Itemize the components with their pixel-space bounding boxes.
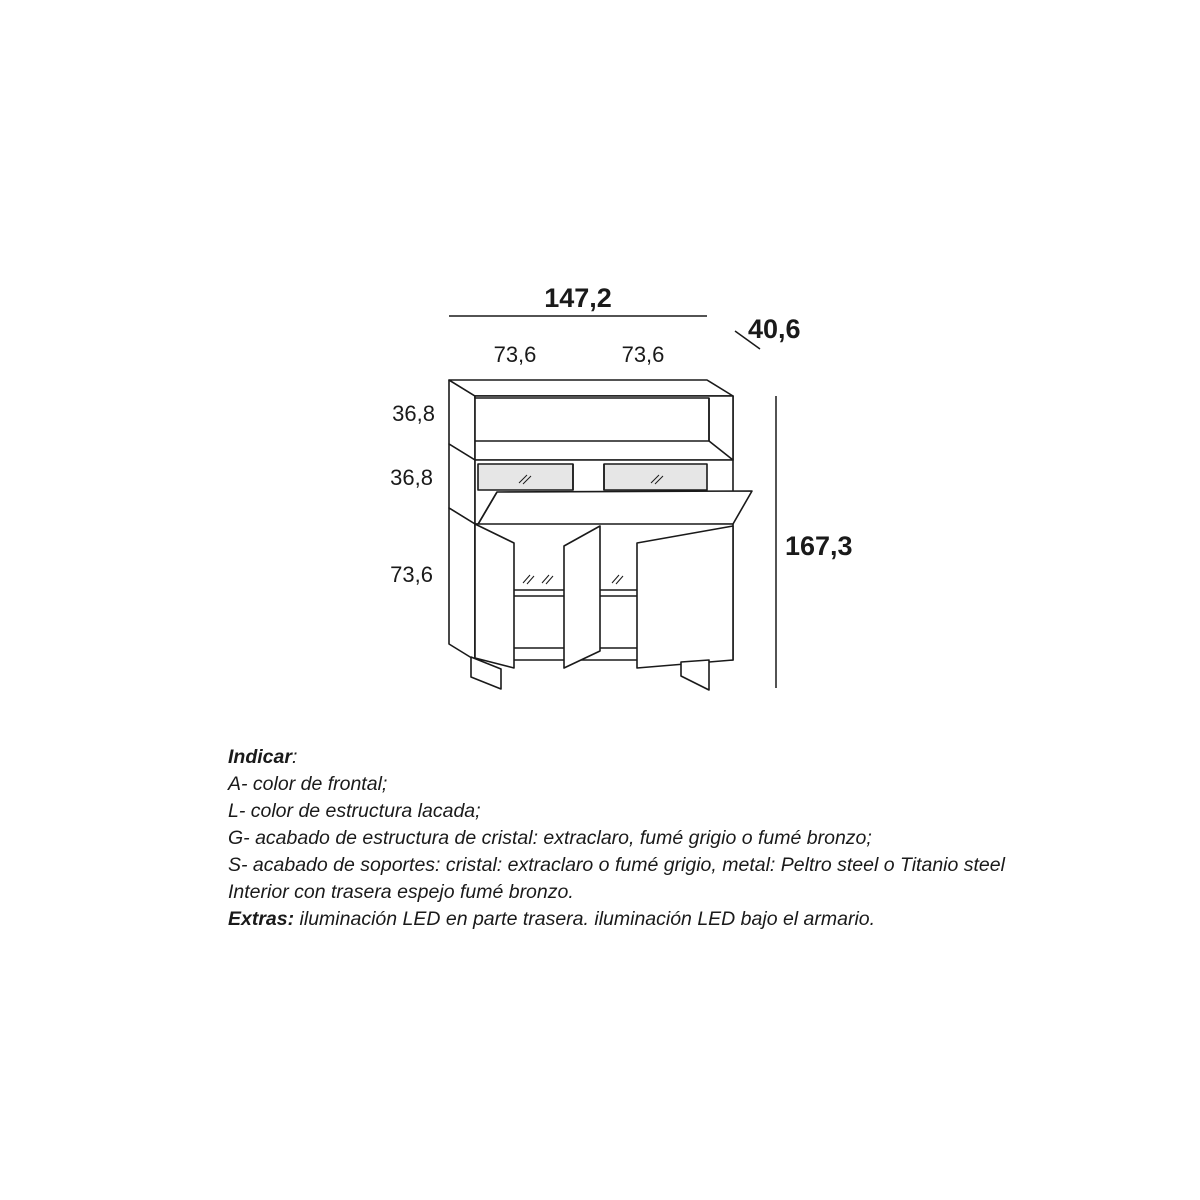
- notes-title-suffix: :: [291, 746, 298, 768]
- note-line-s: S- acabado de soportes: cristal: extraclaro o fumé grigio, metal: Peltro steel o Titanio steel: [228, 854, 1005, 876]
- spec-notes: [228, 744, 1008, 933]
- module-width-right-label: 73,6: [621, 342, 665, 367]
- total-width-label: 147,2: [544, 283, 612, 313]
- door-right: [637, 526, 733, 668]
- bottom-module-side: [449, 508, 475, 660]
- extras-label: Extras:: [228, 908, 295, 930]
- top-module-top: [449, 380, 733, 396]
- leg-right: [681, 660, 709, 690]
- section-height-bottom-label: 73,6: [390, 562, 433, 587]
- notes-title: Indicar: [228, 746, 292, 768]
- depth-label: 40,6: [748, 314, 801, 344]
- open-flap: [477, 491, 752, 526]
- note-line-l: L- color de estructura lacada;: [228, 800, 481, 822]
- door-left: [475, 524, 514, 668]
- total-height-label: 167,3: [785, 531, 853, 561]
- notes-heading: [228, 744, 1008, 771]
- door-center: [564, 526, 600, 668]
- top-module-front: [475, 396, 733, 460]
- module-width-left-label: 73,6: [493, 342, 537, 367]
- cabinet: [449, 380, 752, 690]
- drawer-glass-right: [604, 464, 707, 490]
- extras-text: iluminación LED en parte trasera. iluminación LED bajo el armario.: [294, 908, 876, 930]
- note-extras: [228, 906, 1008, 933]
- section-height-top-label: 36,8: [392, 401, 435, 426]
- note-line-interior: Interior con trasera espejo fumé bronzo.: [228, 881, 574, 903]
- note-line-g: G- acabado de estructura de cristal: extraclaro, fumé grigio o fumé bronzo;: [228, 827, 872, 849]
- note-line-a: A- color de frontal;: [228, 773, 388, 795]
- section-height-middle-label: 36,8: [390, 465, 433, 490]
